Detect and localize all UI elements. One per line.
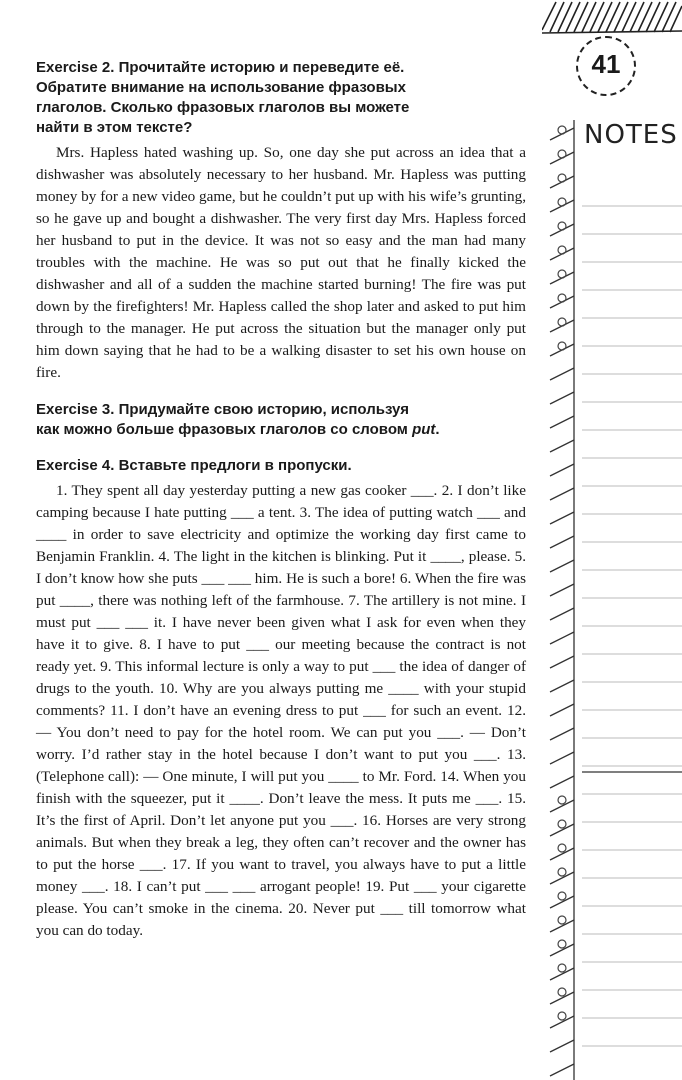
- exercise-2-heading-line2: Обратите внимание на использование фразовых: [36, 79, 406, 96]
- exercise-4-heading-line1: Exercise 4. Вставьте предлоги в пропуски.: [36, 457, 352, 474]
- exercise-2-story: Mrs. Hapless hated washing up. So, one day she put across an idea that a dishwasher was absolutely necessary to her husband. Mr. Hapless was putting money by for a new video game, but he couldn’t put up with his wife’s grunting, so he gave up and bought a dishwasher. The very first day Mrs. Hapless forced her husband to put in the device. It was not so easy and the man had many troubles with the machine. He was so put out that he finally kicked the dishwasher and all of a sudden the machine started burning! The fire was put down by the firefighters! Mr. Hapless called the shop later and asked to put him through to the manager. He put across the situation but the manager only put him down saying that he had to be a walking disaster to set his own house on fire.: [36, 144, 526, 381]
- exercise-4-text: 1. They spent all day yesterday putting a new gas cooker ___. 2. I don’t like camping because I hate putting ___ a tent. 3. The idea of putting watch ___ and ____ in order to save electricity and optimize the working day first came to Benjamin Franklin. 4. The light in the kitchen is blinking. Put it ____, please. 5. I don’t know how she puts ___ ___ him. He is such a bore! 6. When the fire was put ____, there was nothing left of the farmhouse. 7. The artillery is not mine. I must put ___ ___ it. I have never been given what I ask for even when they have it to give. 8. I have to put ___ our meeting because the contract is not ready yet. 9. This informal lecture is only a way to put ___ the idea of danger of drugs to the youth. 10. Why are you always putting me ____ with your stupid comments? 11. I don’t have an evening dress to put ___ for such an event. 12. — You don’t need to pay for the hotel room. We can put you ___. — Don’t worry. I’d rather stay in the hotel because I don’t want to put you ___. 13. (Telephone call): — One minute, I will put you ____ to Mr. Ford. 14. When you finish with the squeezer, put it ____. Don’t leave the mess. It puts me ___. 15. It’s the first of April. Don’t let anyone put you ___. 16. Horses are very strong animals. But when they break a leg, they often can’t recover and the owner has to put the horse ___. 17. If you want to travel, you always have to put a little money ___. 18. I can’t put ___ ___ arrogant people! 19. Put ___ your cigarette please. You can’t smoke in the cinema. 20. Never put ___ till tomorrow what you can do today.: [36, 482, 526, 939]
- exercise-4-heading: [36, 456, 526, 476]
- scribble-decoration: [542, 0, 682, 34]
- notes-sidebar: [542, 0, 682, 1080]
- notes-title: NOTES: [584, 120, 678, 150]
- exercise-2-heading: [36, 58, 526, 138]
- exercise-2-heading-line3: глаголов. Сколько фразовых глаголов вы можете: [36, 99, 410, 116]
- exercise-3-heading-line1: Exercise 3. Придумайте свою историю, используя: [36, 401, 409, 418]
- exercise-2-heading-line1: Exercise 2. Прочитайте историю и переведите её.: [36, 59, 405, 76]
- notebook-spine: [544, 120, 578, 1080]
- note-lines: [582, 160, 682, 1070]
- page-number: 41: [576, 36, 636, 96]
- exercise-3-heading-text: как можно больше фразовых глаголов со словом: [36, 421, 413, 438]
- exercise-3-heading-period: .: [435, 421, 440, 438]
- exercise-3-heading-line2: [36, 420, 526, 440]
- exercise-content: [36, 58, 526, 942]
- exercise-3-heading: [36, 400, 526, 440]
- exercise-3-heading-emphasis: put: [412, 421, 436, 438]
- exercise-2-heading-line4: найти в этом тексте?: [36, 119, 193, 136]
